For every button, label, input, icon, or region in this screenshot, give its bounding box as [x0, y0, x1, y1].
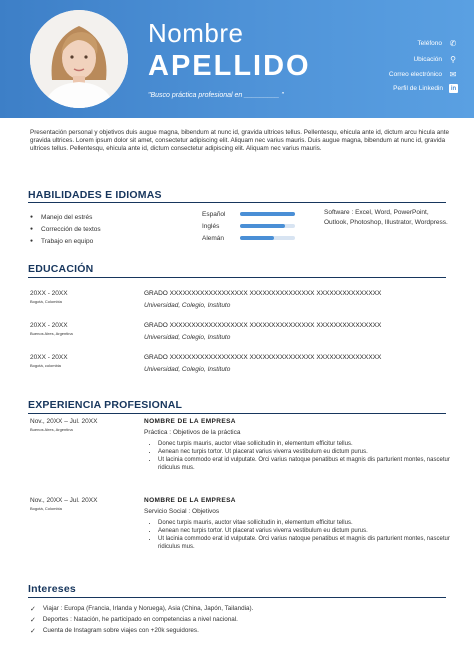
experience-company: NOMBRE DE LA EMPRESA — [144, 497, 236, 504]
language-level-fill — [240, 236, 274, 240]
skill-item: ● Manejo del estrés — [30, 211, 101, 223]
phone-icon: ✆ — [449, 38, 457, 48]
language-name: Inglés — [202, 222, 220, 230]
experience-bullet: • Donec turpis mauris, auctor vitae sollicitudin in, elementum efficitur tellus. — [158, 440, 458, 448]
education-divider — [28, 277, 446, 278]
language-row — [202, 208, 295, 220]
email-icon: ✉ — [449, 69, 457, 79]
tagline: "Busco práctica profesional en _________ " — [148, 92, 284, 99]
language-level-fill — [240, 224, 285, 228]
first-name: Nombre — [148, 18, 244, 48]
contact-location — [413, 54, 458, 64]
experience-company: NOMBRE DE LA EMPRESA — [144, 418, 236, 425]
contact-phone-label: Teléfono — [417, 39, 442, 47]
education-dates: 20XX - 20XX — [30, 354, 68, 361]
experience-bullet: • Ut lacinia commodo erat id vulputate. Orci varius natoque penatibus et magnis dis parturient montes, nascetur ridiculus mus. — [158, 456, 458, 472]
skills-divider — [28, 202, 446, 203]
education-location: Bogotá, Colombia — [30, 299, 62, 304]
education-location: Buenos Aires, Argentina — [30, 331, 73, 336]
experience-bullets — [150, 519, 458, 551]
education-dates: 20XX - 20XX — [30, 322, 68, 329]
interests-divider — [28, 597, 446, 598]
experience-bullet: • Aenean nec turpis tortor. Ut placerat varius viverra vestibulum eu dictum purus. — [158, 527, 458, 535]
education-institution: Universidad, Colegio, Instituto — [144, 302, 231, 309]
experience-dates: Nov., 20XX – Jul. 20XX — [30, 418, 98, 425]
skills-title: HABILIDADES E IDIOMAS — [28, 189, 162, 201]
language-name: Alemán — [202, 234, 225, 242]
education-location: Bogotá, colombia — [30, 363, 61, 368]
languages — [202, 208, 295, 244]
skills-list — [30, 211, 101, 247]
contact-location-label: Ubicación — [413, 55, 442, 63]
experience-bullet: • Aenean nec turpis tortor. Ut placerat varius viverra vestibulum eu dictum purus. — [158, 448, 458, 456]
contact-linkedin — [393, 84, 458, 93]
education-degree: GRADO XXXXXXXXXXXXXXXXXX XXXXXXXXXXXXXXX XXXXXXXXXXXXXXX — [144, 322, 382, 329]
profile-photo — [30, 10, 128, 108]
skill-item: ● Trabajo en equipo — [30, 235, 101, 247]
education-dates: 20XX - 20XX — [30, 290, 68, 297]
contact-phone — [417, 38, 458, 48]
contact-email-label: Correo electrónico — [388, 70, 442, 78]
linkedin-icon: in — [450, 85, 457, 92]
header-banner — [0, 0, 474, 118]
interests-list — [30, 603, 253, 636]
education-degree: GRADO XXXXXXXXXXXXXXXXXX XXXXXXXXXXXXXXX XXXXXXXXXXXXXXX — [144, 290, 382, 297]
language-level-bar — [240, 236, 295, 240]
experience-location: Buenos Aires, Argentina — [30, 427, 73, 432]
contact-linkedin-label: Perfil de Linkedin — [393, 85, 443, 92]
language-level-fill — [240, 212, 295, 216]
language-row — [202, 220, 295, 232]
language-level-bar — [240, 212, 295, 216]
last-name: APELLIDO — [148, 50, 311, 82]
experience-location: Bogotá, Colombia — [30, 506, 62, 511]
experience-divider — [28, 413, 446, 414]
interest-item: ✓ Deportes : Natación, he participado en competencias a nivel nacional. — [30, 614, 253, 625]
interest-item: ✓ Cuenta de Instagram sobre viajes con +20k seguidores. — [30, 625, 253, 636]
experience-dates: Nov., 20XX – Jul. 20XX — [30, 497, 98, 504]
intro-paragraph: Presentación personal y objetivos duis augue magna, bibendum at nunc id, gravida ultrices tellus. Pellentesqu, ehicula ante id, dictum arcu hicula ante gravida ultrices. Lorem ipsum dolor sit amet, consectetur adipiscing elit. Aliquam nec varius mauris. Duis augue magna, bibendum at nunc id, gravida ultrices tellus. Pellentesqu, ehicula ante id, dictum consectetur adipiscing elit. Aliquam nec varius mauris. — [30, 129, 449, 152]
location-icon: ⚲ — [450, 54, 456, 64]
experience-role: Práctica : Objetivos de la práctica — [144, 429, 241, 436]
language-level-bar — [240, 224, 295, 228]
education-institution: Universidad, Colegio, Instituto — [144, 366, 231, 373]
experience-title: EXPERIENCIA PROFESIONAL — [28, 399, 183, 411]
language-name: Español — [202, 210, 226, 218]
education-title: EDUCACIÓN — [28, 263, 94, 275]
experience-bullet: • Donec turpis mauris, auctor vitae sollicitudin in, elementum efficitur tellus. — [158, 519, 458, 527]
experience-bullet: • Ut lacinia commodo erat id vulputate. Orci varius natoque penatibus et magnis dis parturient montes, nascetur ridiculus mus. — [158, 535, 458, 551]
education-institution: Universidad, Colegio, Instituto — [144, 334, 231, 341]
skill-item: ● Corrección de textos — [30, 223, 101, 235]
software-list: Software : Excel, Word, PowerPoint, Outlook, Photoshop, Illustrator, Wordpress. — [324, 209, 448, 227]
interests-title: Intereses — [28, 583, 76, 595]
education-degree: GRADO XXXXXXXXXXXXXXXXXX XXXXXXXXXXXXXXX XXXXXXXXXXXXXXX — [144, 354, 382, 361]
interest-item: ✓ Viajar : Europa (Francia, Irlanda y Noruega), Asia (China, Japón, Tailandia). — [30, 603, 253, 614]
contact-email — [389, 69, 458, 79]
experience-bullets — [150, 440, 458, 472]
language-row — [202, 232, 295, 244]
experience-role: Servicio Social : Objetivos — [144, 508, 220, 515]
